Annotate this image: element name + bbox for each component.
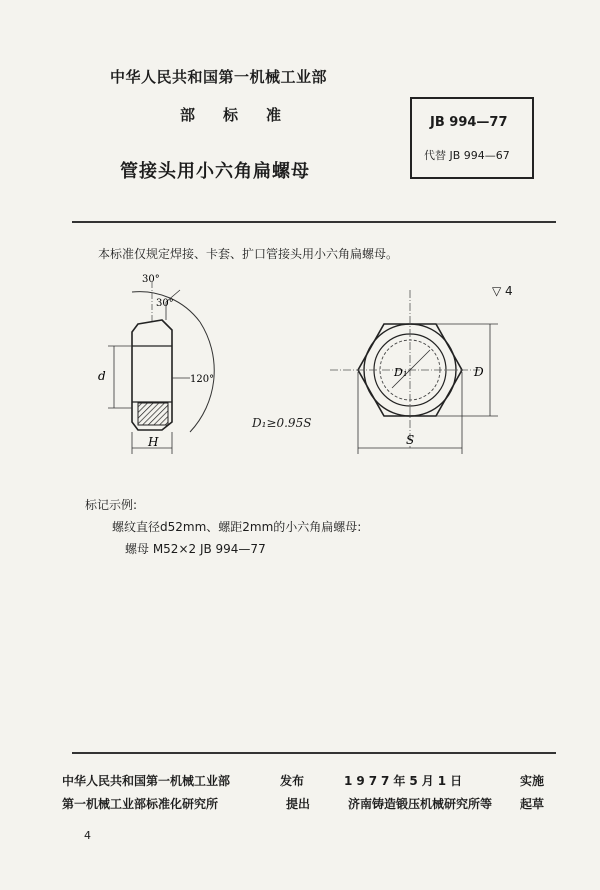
standard-code: JB 994—77 bbox=[430, 115, 508, 130]
implement-label: 实施 bbox=[520, 774, 545, 788]
drafter-name: 济南铸造锻压机械研究所等 bbox=[348, 797, 493, 811]
ministry-name: 中华人民共和国第一机械工业部 bbox=[110, 68, 328, 86]
standard-code-box bbox=[410, 97, 534, 179]
dim-label-D: D bbox=[474, 365, 484, 379]
dim-label-S: S bbox=[406, 433, 415, 447]
dim-label-D1: D₁ bbox=[394, 366, 408, 379]
draft-label: 起草 bbox=[520, 797, 545, 811]
footer-rule bbox=[72, 752, 556, 754]
nut-top-view-drawing bbox=[330, 280, 510, 460]
surface-finish-symbol: ▽ 4 bbox=[492, 284, 513, 298]
proposer-name: 第一机械工业部标准化研究所 bbox=[62, 797, 219, 811]
propose-label: 提出 bbox=[286, 797, 311, 811]
angle-label-top: 30° bbox=[142, 274, 160, 285]
marking-heading: 标记示例: bbox=[85, 498, 138, 512]
dim-label-d: d bbox=[98, 369, 106, 383]
document-title: 管接头用小六角扁螺母 bbox=[120, 161, 310, 182]
marking-description: 螺纹直径d52mm、螺距2mm的小六角扁螺母: bbox=[112, 520, 362, 534]
replaces-code: 代替 JB 994—67 bbox=[424, 149, 510, 162]
page-number: 4 bbox=[84, 829, 91, 842]
nut-side-view-drawing bbox=[90, 262, 230, 462]
section-hatch bbox=[138, 403, 168, 425]
implement-date: 1977年5月1日 bbox=[344, 774, 467, 788]
marking-example: 螺母 M52×2 JB 994—77 bbox=[125, 542, 266, 556]
publish-label: 发布 bbox=[280, 774, 305, 788]
angle-label-chamfer: 30° bbox=[156, 298, 174, 309]
angle-label-side: 120° bbox=[190, 374, 215, 385]
publisher-name: 中华人民共和国第一机械工业部 bbox=[62, 774, 231, 788]
standard-type: 部标准 bbox=[180, 106, 310, 124]
dim-label-H: H bbox=[148, 435, 159, 449]
scope-text: 本标准仅规定焊接、卡套、扩口管接头用小六角扁螺母。 bbox=[98, 247, 399, 261]
diameter-formula: D₁≥0.95S bbox=[252, 416, 312, 430]
header-rule bbox=[72, 221, 556, 223]
